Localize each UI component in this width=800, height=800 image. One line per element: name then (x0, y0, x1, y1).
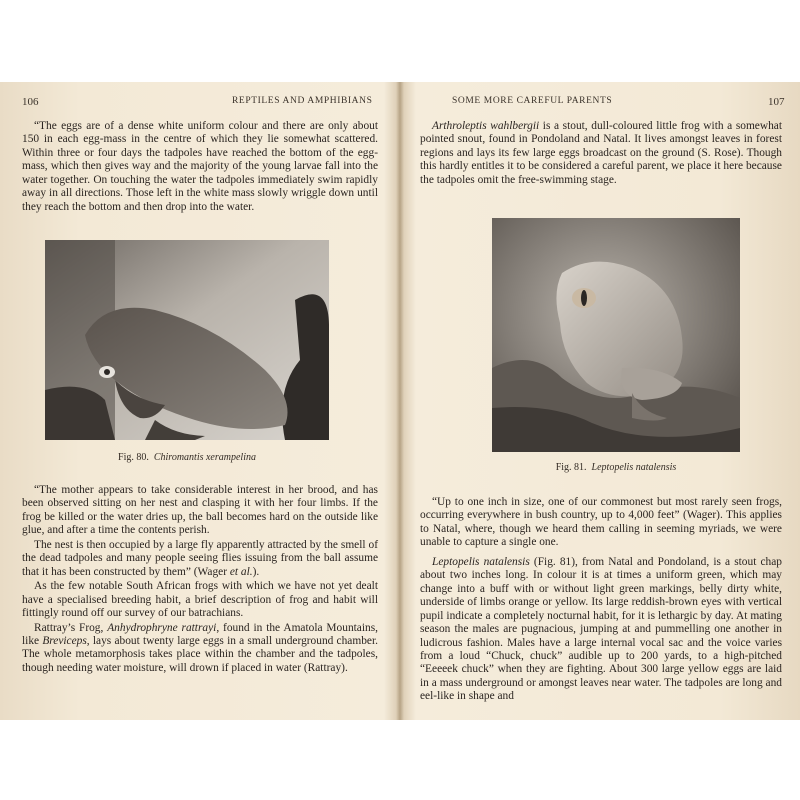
right-text-bottom (420, 496, 782, 704)
left-paragraph-3: The nest is then occupied by a large fly apparently attracted by the smell of the dead tadpoles and many people seeing flies issuing from the ball assume that it has been constructed by them” (Wager et al.). (22, 538, 378, 578)
figure-81-photo (492, 218, 740, 452)
left-page (0, 82, 396, 720)
figure-80-photo (45, 240, 329, 440)
figure-80-species: Chiromantis xerampelina (153, 452, 256, 463)
book-spread (0, 82, 800, 720)
left-paragraph-4: As the few notable South African frogs with which we have not yet dealt have a specialised breeding habit, a brief description of frog and habit will fittingly round off our survey of our batrachians. (22, 580, 378, 620)
figure-80-caption (45, 452, 329, 463)
right-running-head: SOME MORE CAREFUL PARENTS (452, 96, 613, 106)
figure-80-label: Fig. 80. (118, 452, 149, 463)
figure-81-caption (492, 462, 740, 473)
left-page-number: 106 (22, 96, 39, 108)
left-paragraph-5: Rattray’s Frog, Anhydrophryne rattrayi, found in the Amatola Mountains, like Breviceps, lays about twenty large eggs in a small underground chamber. The whole metamorphosis takes place within the chamber and the tadpoles, though needing water moisture, will drown if placed in water (Rattray). (22, 621, 379, 674)
left-running-head: REPTILES AND AMPHIBIANS (232, 96, 373, 106)
figure-81-label: Fig. 81. (555, 462, 587, 473)
right-paragraph-2: “Up to one inch in size, one of our commonest but most rarely seen frogs, occurring everywhere in bush country, up to 4,000 feet” (Wager). This applies to Natal, where, though we heard them calling in seeming myriads, we were unable to capture a single one. (420, 496, 782, 549)
right-paragraph-3: Leptopelis natalensis (Fig. 81), from Natal and Pondoland, is a stout chap about two inches long. In colour it is at times a uniform green, which may change into a buff with or without light green markings, belly dirty white, underside of limbs orange or yellow. Its large reddish-brown eyes with vertical pupil indicate a completely nocturnal habit, for it is lethargic by day. At mating season the males are pugnacious, jumping at and pummelling one another in ludicrous fashion. Males have a large internal vocal sac and the voice varies from a loud “Chuck, chuck” audible up to 200 yards, to a high-pitched “Eeeeek chuck” when they are fighting. About 300 large yellow eggs are laid in a mass underground or amongst leaves near water. The tadpoles are long and eel-like in shape and (420, 555, 782, 703)
right-page-number: 107 (768, 96, 785, 108)
right-page (404, 82, 800, 720)
right-paragraph-1: Arthroleptis wahlbergii is a stout, dull-coloured little frog with a somewhat pointed snout, found in Pondoland and Natal. It lives amongst leaves in forest regions and lays its few large eggs broadcast on the ground (S. Rose). Though this hardly entitles it to be considered a careful parent, we place it here because the tadpoles omit the free-swimming stage. (420, 120, 783, 186)
figure-81-species: Leptopelis natalensis (591, 462, 677, 473)
left-paragraph-1: “The eggs are of a dense white uniform colour and there are only about 150 in each egg-mass in the centre of which they lie somewhat scattered. Within three or four days the tadpoles have reached the bottom of the egg-mass, which then gives way and the majority of the young larvae fall into the water together. On touching the water the tadpoles immediately swim rapidly away in all directions. Those left in the white mass slowly wriggle down until they reach the bottom and then drop into the water. (22, 120, 378, 213)
book-gutter (396, 82, 404, 720)
right-text-top (420, 120, 782, 187)
left-text-bottom (22, 484, 378, 675)
left-text-top (22, 120, 378, 214)
left-paragraph-2: “The mother appears to take considerable interest in her brood, and has been observed sitting on her nest and clasping it with her four limbs. If the frog be killed or the water dries up, the ball becomes hard on the outside like glue, and after a time the contents perish. (22, 484, 378, 537)
